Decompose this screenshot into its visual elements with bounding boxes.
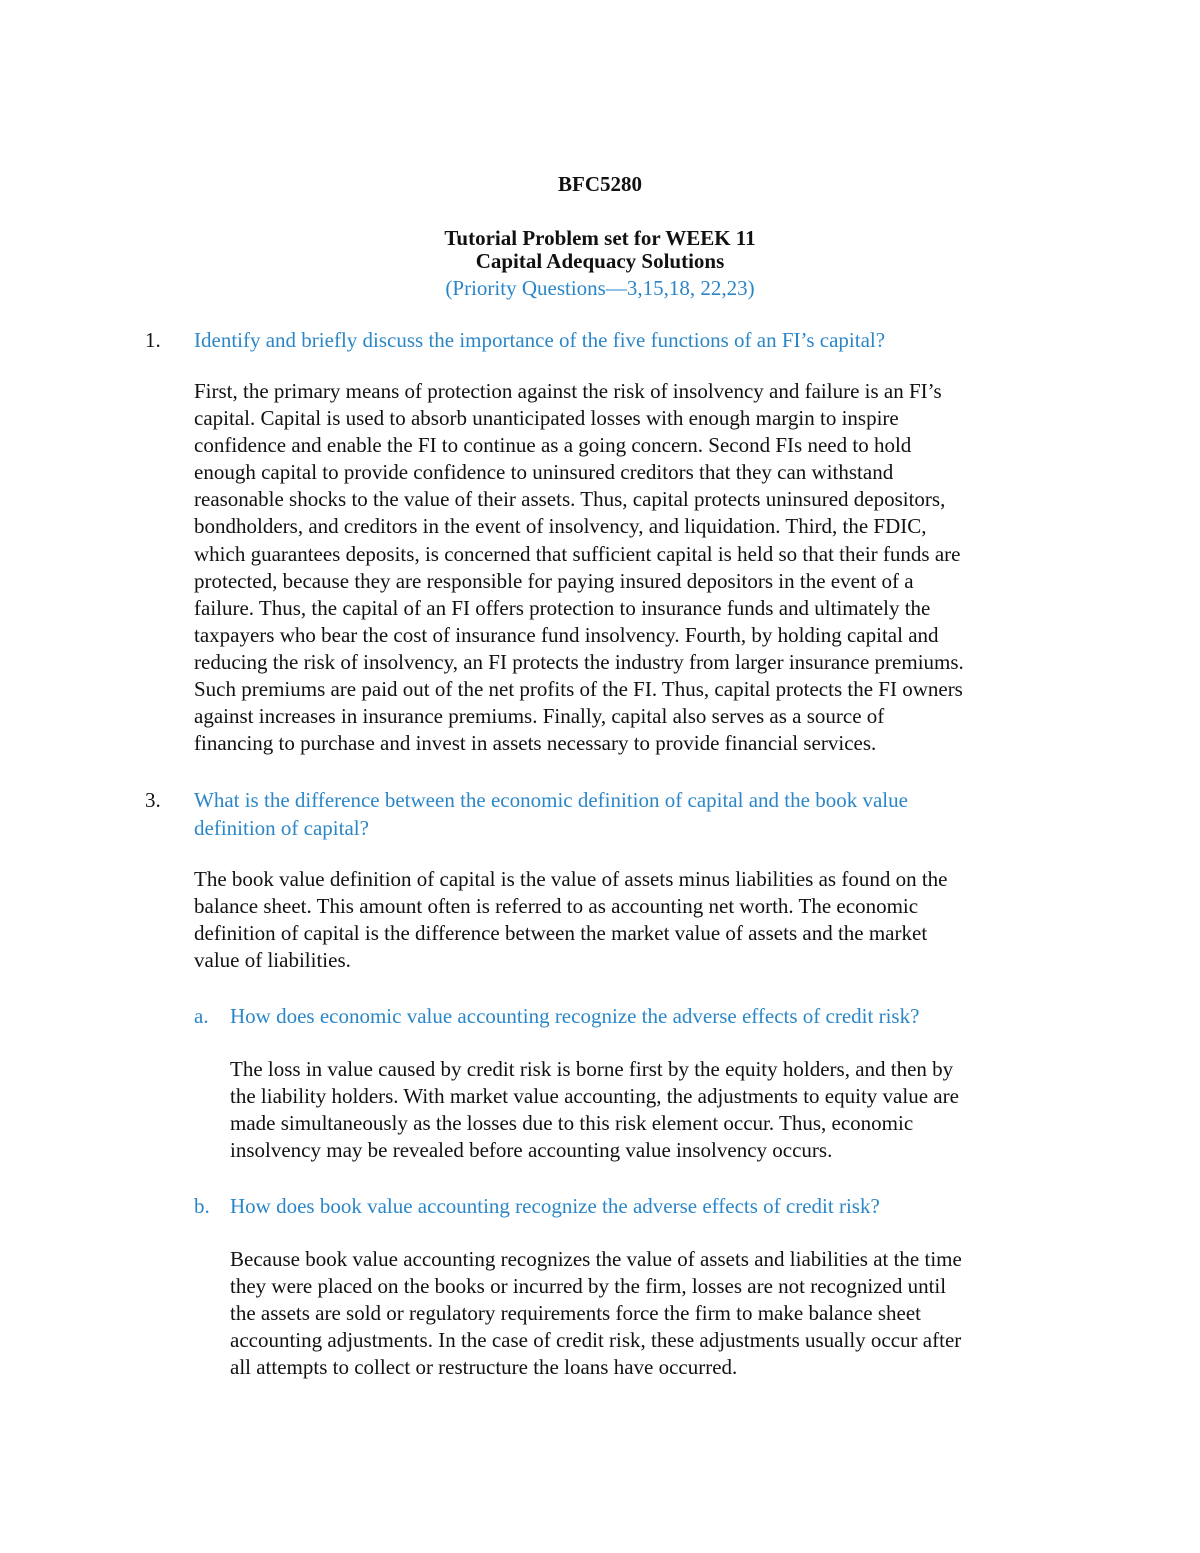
answer-line: capital. Capital is used to absorb unanticipated losses with enough margin to inspire — [194, 406, 899, 431]
question-1-number: 1. — [145, 328, 161, 352]
answer-line: balance sheet. This amount often is referred to as accounting net worth. The economic — [194, 894, 919, 919]
question-3-text — [194, 786, 1044, 842]
subquestion-b-answer — [230, 1246, 1070, 1381]
answer-line: reasonable shocks to the value of their assets. Thus, capital protects uninsured depositors, — [194, 487, 946, 512]
topic-title: Capital Adequacy Solutions — [475, 249, 725, 273]
answer-line: failure. Thus, the capital of an FI offers protection to insurance funds and ultimately the — [194, 595, 931, 620]
answer-line: which guarantees deposits, is concerned that sufficient capital is held so that their funds are — [194, 541, 961, 566]
answer-line: reducing the risk of insolvency, an FI protects the industry from larger insurance premiums. — [194, 649, 964, 674]
answer-line: against increases in insurance premiums. Finally, capital also serves as a source of — [194, 704, 885, 729]
question-line: definition of capital? — [194, 816, 369, 840]
subquestion-b-label: b. — [194, 1194, 210, 1218]
answer-line: confidence and enable the FI to continue as a going concern. Second FIs need to hold — [194, 433, 912, 458]
answer-line: The loss in value caused by credit risk is borne first by the equity holders, and then by — [230, 1057, 954, 1081]
subquestion-a-answer — [230, 1056, 1070, 1164]
answer-line: First, the primary means of protection against the risk of insolvency and failure is an FI’s — [194, 379, 942, 403]
priority-questions: (Priority Questions—3,15,18, 22,23) — [445, 276, 755, 300]
question-line: What is the difference between the economic definition of capital and the book value — [194, 788, 908, 812]
subquestion-b-text: How does book value accounting recognize the adverse effects of credit risk? — [230, 1194, 880, 1218]
answer-line: financing to purchase and invest in assets necessary to provide financial services. — [194, 731, 877, 756]
answer-line: value of liabilities. — [194, 948, 351, 973]
course-code: BFC5280 — [558, 172, 642, 196]
answer-line: all attempts to collect or restructure the loans have occurred. — [230, 1355, 738, 1380]
question-1-answer — [194, 378, 1074, 757]
answer-line: made simultaneously as the losses due to this risk element occur. Thus, economic — [230, 1111, 914, 1136]
question-1-text: Identify and briefly discuss the importance of the five functions of an FI’s capital? — [194, 328, 886, 352]
question-3-answer — [194, 866, 1074, 974]
answer-line: insolvency may be revealed before accounting value insolvency occurs. — [230, 1138, 833, 1163]
answer-line: enough capital to provide confidence to uninsured creditors that they can withstand — [194, 460, 894, 485]
answer-line: the liability holders. With market value accounting, the adjustments to equity value are — [230, 1084, 959, 1109]
answer-line: they were placed on the books or incurred by the firm, losses are not recognized until — [230, 1274, 947, 1299]
answer-line: the assets are sold or regulatory requirements force the firm to make balance sheet — [230, 1301, 921, 1326]
answer-line: definition of capital is the difference between the market value of assets and the market — [194, 921, 928, 946]
answer-line: The book value definition of capital is the value of assets minus liabilities as found on the — [194, 867, 948, 891]
question-3-number: 3. — [145, 788, 161, 812]
subquestion-a-text: How does economic value accounting recognize the adverse effects of credit risk? — [230, 1004, 920, 1028]
answer-line: taxpayers who bear the cost of insurance fund insolvency. Fourth, by holding capital and — [194, 622, 939, 647]
answer-line: protected, because they are responsible for paying insured depositors in the event of a — [194, 568, 914, 593]
tutorial-title: Tutorial Problem set for WEEK 11 — [444, 226, 756, 250]
answer-line: Because book value accounting recognizes the value of assets and liabilities at the time — [230, 1247, 962, 1271]
subquestion-a-label: a. — [194, 1004, 209, 1028]
answer-line: bondholders, and creditors in the event of insolvency, and liquidation. Third, the FDIC, — [194, 514, 927, 539]
answer-line: Such premiums are paid out of the net profits of the FI. Thus, capital protects the FI owners — [194, 677, 963, 702]
answer-line: accounting adjustments. In the case of credit risk, these adjustments usually occur after — [230, 1328, 962, 1353]
